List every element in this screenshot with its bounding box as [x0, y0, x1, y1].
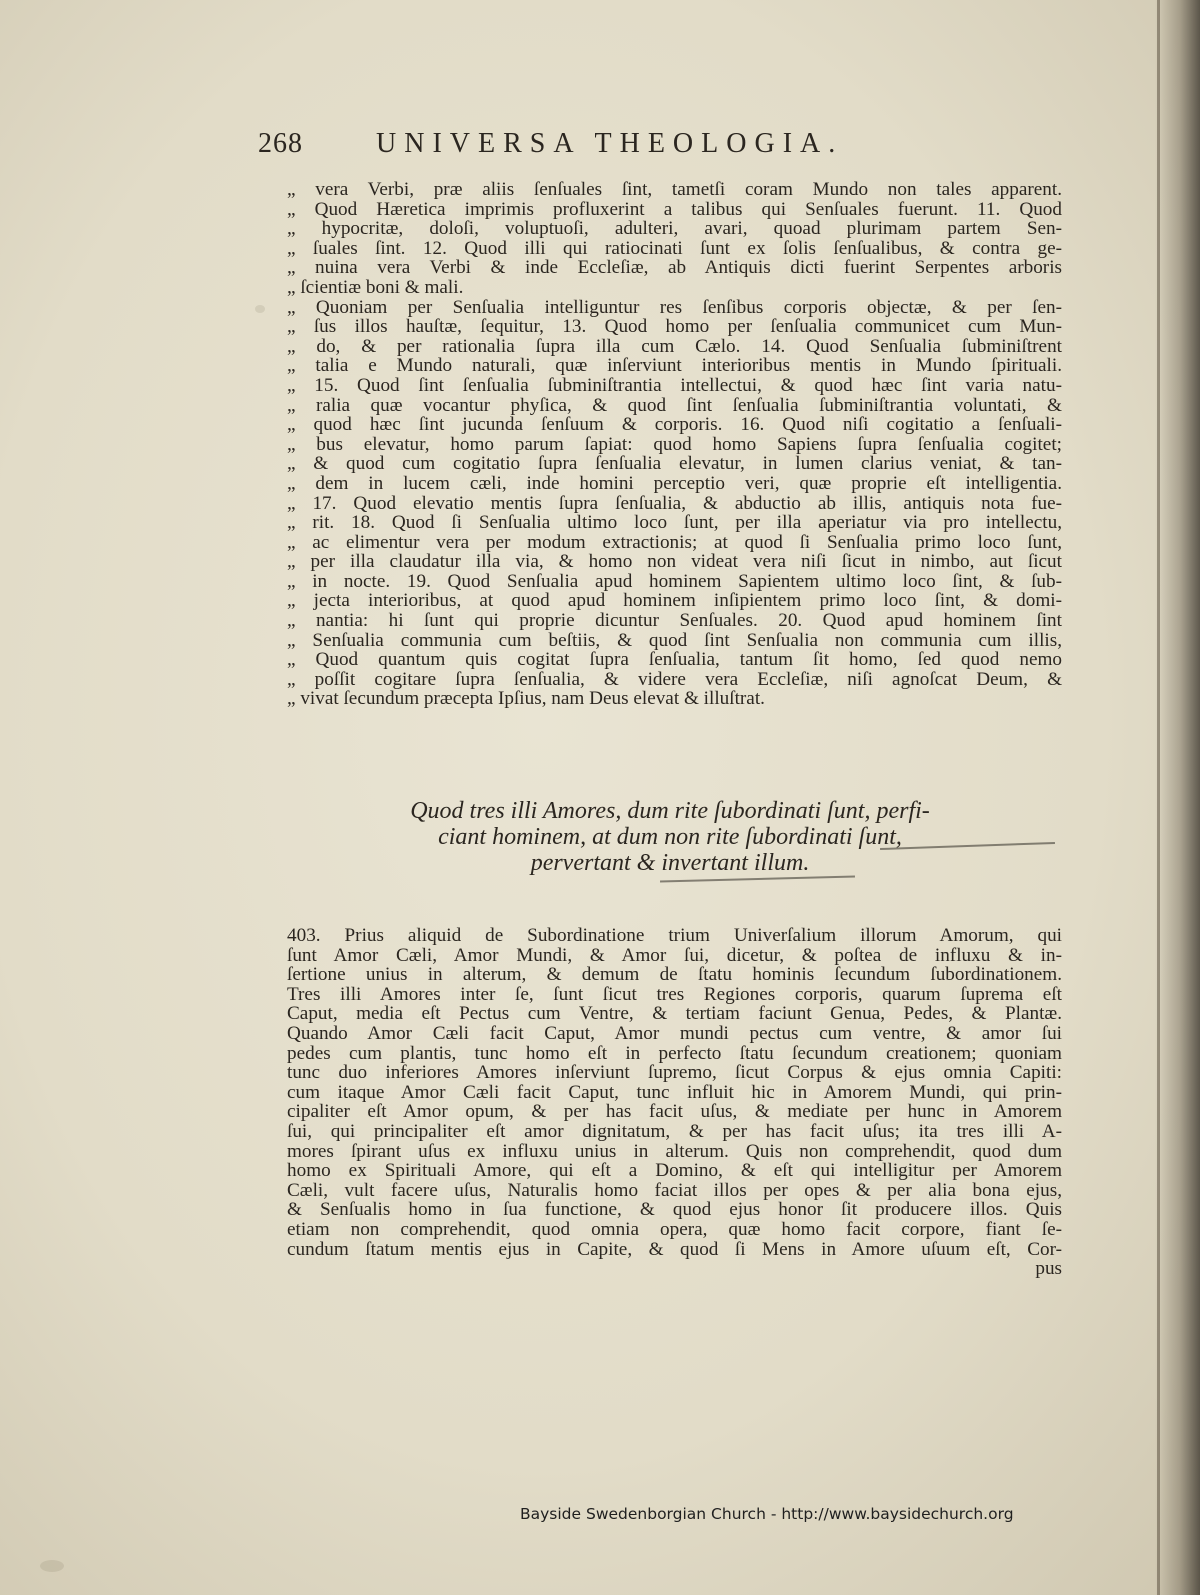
page-number: 268 — [258, 128, 303, 159]
ink-speck — [255, 305, 265, 313]
text-line: „ jecta interioribus, at quod apud hominem inſipientem primo loco ſint, & domi- — [287, 590, 1062, 612]
text-line: „ ſus illos hauſtæ, ſequitur, 13. Quod homo per ſenſualia communicet cum Mun- — [287, 316, 1062, 338]
text-line: homo ex Spirituali Amore, qui eſt a Domino, & eſt qui intelligitur per Amorem — [287, 1160, 1062, 1182]
text-line: „ ſuales ſint. 12. Quod illi qui ratiocinati ſunt ex ſolis ſenſualibus, & contra ge- — [287, 237, 1062, 259]
ink-speck — [40, 1560, 64, 1572]
text-line: „ hypocritæ, doloſi, voluptuoſi, adulteri, avari, quoad plurimam partem Sen- — [287, 218, 1062, 240]
text-line: „ Quod Hæretica imprimis profluxerint a talibus qui Senſuales fuerunt. 11. Quod — [287, 198, 1062, 220]
text-line: Tres illi Amores inter ſe, ſunt ſicut tres Regiones corporis, quarum ſuprema eſt — [287, 983, 1062, 1005]
text-line: „ per illa claudatur illa via, & homo non videat vera niſi ſicut in nimbo, aut ſicut — [287, 551, 1062, 573]
text-line: „ talia e Mundo naturali, quæ inſerviunt interioribus mentis in Mundo ſpirituali. — [287, 355, 1062, 377]
text-line: mores ſpirant uſus ex influxu unius in alterum. Quis non comprehendit, quod dum — [287, 1140, 1062, 1162]
text-line: „ Senſualia communia cum beſtiis, & quod ſint Senſualia non communia cum illis, — [287, 629, 1062, 651]
text-line: „ ſcientiæ boni & mali. — [287, 276, 464, 298]
text-line: „ Quoniam per Senſualia intelliguntur res ſenſibus corporis objectæ, & per ſen- — [287, 296, 1062, 318]
text-line: „ 17. Quod elevatio mentis ſupra ſenſualia, & abductio ab illis, antiquis nota fue- — [287, 492, 1062, 514]
text-line: „ rit. 18. Quod ſi Senſualia ultimo loco ſunt, per illa aperiatur via pro intellectu, — [287, 512, 1062, 534]
heading-line: Quod tres illi Amores, dum rite ſubordinati ſunt, perfi- — [410, 798, 930, 824]
text-line: 403. Prius aliquid de Subordinatione trium Univerſalium illorum Amorum, qui — [287, 925, 1062, 946]
text-line: cum itaque Amor Cæli facit Caput, tunc influit hic in Amorem Mundi, qui prin- — [287, 1081, 1062, 1103]
pen-stroke — [660, 875, 855, 882]
text-line: etiam non comprehendit, quod omnia opera, quæ homo facit corpore, fiant ſe- — [287, 1218, 1062, 1240]
text-line: „ do, & per rationalia ſupra illa cum Cælo. 14. Quod Senſualia ſubminiſtrent — [287, 335, 1062, 357]
text-line: Quando Amor Cæli facit Caput, Amor mundi pectus cum ventre, & amor ſui — [287, 1022, 1062, 1044]
paragraph-403 — [287, 926, 1062, 1279]
watermark-credit: Bayside Swedenborgian Church - http://www.baysidechurch.org — [520, 1505, 1014, 1523]
text-line: & Senſualis homo in ſua functione, & quod ejus honor ſit producere illos. Quis — [287, 1199, 1062, 1221]
binding-gutter — [1155, 0, 1200, 1595]
text-line: „ dem in lucem cæli, inde homini perceptio veri, quæ proprie eſt intelligentia. — [287, 472, 1062, 494]
catchword: pus — [1035, 1258, 1062, 1280]
text-line: „ ralia quæ vocantur phyſica, & quod ſint ſenſualia ſubminiſtrantia voluntati, & — [287, 394, 1062, 416]
text-line: „ nantia: hi ſunt qui proprie dicuntur Senſuales. 20. Quod apud hominem ſint — [287, 610, 1062, 632]
text-line: „ ac elimentur vera per modum extractionis; at quod ſi Senſualia primo loco ſunt, — [287, 531, 1062, 553]
text-line: „ & quod cum cogitatio ſupra ſenſualia elevatur, in lumen clarius veniat, & tan- — [287, 453, 1062, 475]
page-header — [258, 128, 993, 168]
text-line: „ vivat ſecundum præcepta Ipſius, nam Deus elevat & illuſtrat. — [287, 688, 765, 710]
text-line: cundum ſtatum mentis ejus in Capite, & quod ſi Mens in Amore uſuum eſt, Cor- — [287, 1238, 1062, 1260]
text-line: „ Quod quantum quis cogitat ſupra ſenſualia, tantum ſit homo, ſed quod nemo — [287, 649, 1062, 671]
text-line: „ 15. Quod ſint ſenſualia ſubminiſtrantia intellectui, & quod hæc ſint varia natu- — [287, 374, 1062, 396]
text-line: „ vera Verbi, præ aliis ſenſuales ſint, tametſi coram Mundo non tales apparent. — [287, 179, 1062, 200]
running-title: UNIVERSA THEOLOGIA. — [376, 128, 844, 159]
heading-line: pervertant & invertant illum. — [530, 850, 810, 876]
text-line: ſui, qui principaliter eſt amor dignitatum, & per has facit uſus; ita tres illi A- — [287, 1120, 1062, 1142]
heading-line: ciant hominem, at dum non rite ſubordinati ſunt, — [438, 824, 902, 850]
quoted-paragraphs — [287, 180, 1062, 709]
text-line: „ quod hæc ſint jucunda ſenſuum & corporis. 16. Quod niſi cogitatio a ſenſuali- — [287, 414, 1062, 436]
text-line: tunc duo inferiores Amores inſerviunt ſupremo, ſicut Corpus & ejus omnia Capiti: — [287, 1062, 1062, 1084]
text-line: „ bus elevatur, homo parum ſapiat: quod homo Sapiens ſupra ſenſualia cogitet; — [287, 433, 1062, 455]
section-heading — [300, 798, 1040, 876]
text-line: „ in nocte. 19. Quod Senſualia apud hominem Sapientem ultimo loco ſint, & ſub- — [287, 570, 1062, 592]
text-line: cipaliter eſt Amor opum, & per has facit uſus, & mediate per hunc in Amorem — [287, 1101, 1062, 1123]
text-line: ſunt Amor Cæli, Amor Mundi, & Amor ſui, dicetur, & poſtea de influxu & in- — [287, 944, 1062, 966]
binding-edge — [1157, 0, 1160, 1595]
text-line: Caput, media eſt Pectus cum Ventre, & tertiam faciunt Genua, Pedes, & Plantæ. — [287, 1003, 1062, 1025]
text-line: ſertione unius in alterum, & demum de ſtatu hominis ſecundum ſubordinationem. — [287, 964, 1062, 986]
text-line: pedes cum plantis, tunc homo eſt in perfecto ſtatu ſecundum creationem; quoniam — [287, 1042, 1062, 1064]
text-line: „ poſſit cogitare ſupra ſenſualia, & videre vera Eccleſiæ, niſi agnoſcat Deum, & — [287, 668, 1062, 690]
text-line: „ nuina vera Verbi & inde Eccleſiæ, ab Antiquis dicti fuerint Serpentes arboris — [287, 257, 1062, 279]
text-line: Cæli, vult facere uſus, Naturalis homo faciat illos per opes & per alia bona ejus, — [287, 1179, 1062, 1201]
